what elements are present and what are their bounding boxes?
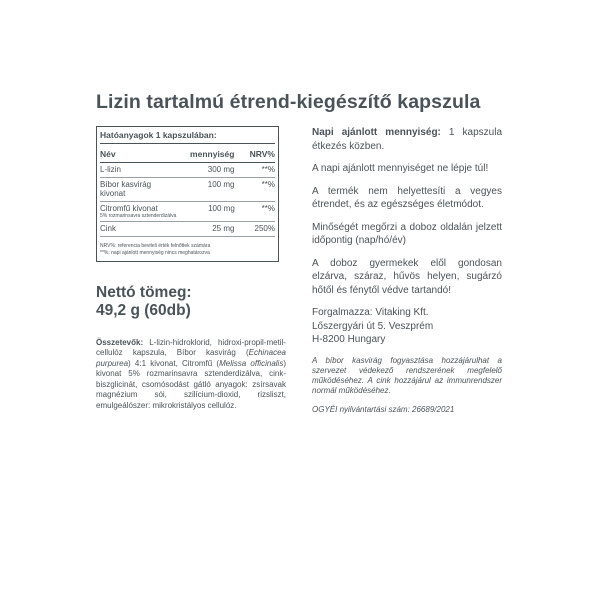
row-amount: 25 mg — [212, 224, 235, 233]
left-column — [96, 126, 286, 411]
storage-instructions: A doboz gyermekek elől gondosan elzárva, száraz, hűvös helyen, sugárzó hőtől és fénytől védve tartandó! — [312, 257, 502, 296]
net-weight-label: Nettó tömeg: — [96, 283, 192, 301]
nutrition-table — [96, 126, 279, 262]
table-row — [100, 202, 275, 223]
warning-dose: A napi ajánlott mennyiséget ne lépje túl! — [312, 163, 489, 174]
ingredients-latin2: Melissa officinalis — [219, 358, 284, 368]
product-title: Lizin tartalmú étrend-kiegészítő kapszula — [96, 91, 481, 113]
row-amount: 100 mg — [208, 203, 235, 213]
daily-dose-text: 1 kapszula étkezés közben. — [312, 127, 502, 152]
table-row — [100, 222, 275, 237]
footnote-nrv: NRV%: referencia beviteli érték felnőttek számára — [100, 242, 211, 249]
best-before: Minőségét megőrzi a doboz oldalán jelzett időpontig (nap/hó/év) — [312, 221, 502, 246]
daily-dose-label: Napi ajánlott mennyiség: — [312, 127, 441, 138]
table-title: Hatóanyagok 1 kapszulában: — [100, 129, 275, 144]
distributor-line: Lőszergyári út 5. Veszprém — [312, 320, 434, 332]
ingredients-part3: ) kivonat 5% rozmarinsavra sztenderdizálva, cink-biszglicinát, csomósodást gátló anyagok: zsírsavak magnézium sói, szilícium-dioxid, rizsliszt, emulgeálószer: mikrokristályos cellulóz. — [96, 358, 286, 410]
row-nrv: 250% — [254, 224, 275, 233]
header-name: Név — [100, 149, 116, 159]
table-footnote — [100, 237, 275, 258]
distributor — [312, 306, 502, 347]
distributor-line: H-8200 Hungary — [312, 334, 386, 345]
ingredients-part1: L-lizin-hidroklorid, hidroxi-propil-metil-cellulóz kapszula, Bíbor kasvirág ( — [96, 337, 286, 357]
ingredients-label: Összetevők: — [96, 337, 144, 347]
ingredients-latin1: Echinacea purpurea — [96, 348, 286, 368]
ingredients — [96, 338, 286, 412]
header-nrv: NRV% — [249, 149, 275, 159]
row-name: L-lizin — [100, 165, 121, 174]
table-header — [100, 144, 275, 163]
footnote-stars: **%: napi ajánlott mennyiség nincs meghatározva — [100, 249, 210, 256]
row-name: Bíbor kasvirág kivonat — [100, 179, 152, 198]
right-column — [312, 126, 502, 424]
row-nrv: **% — [261, 203, 275, 213]
row-name — [100, 203, 177, 220]
row-amount: 300 mg — [207, 165, 235, 174]
row-name: Cink — [100, 224, 117, 233]
row-name-sub: 5% rozmarinsavra sztenderdizálva — [100, 213, 177, 219]
table-row — [100, 163, 275, 178]
registration-number: OGYÉI nyilvántartási szám: 26689/2021 — [312, 404, 455, 414]
row-name-main: Citromfű kivonat — [100, 203, 158, 213]
row-nrv: **% — [261, 165, 275, 174]
row-nrv: **% — [261, 179, 275, 189]
warning-diet: A termék nem helyettesíti a vegyes étrendet, és az egészséges életmódot. — [312, 185, 502, 210]
daily-dose — [312, 126, 502, 153]
row-amount: 100 mg — [207, 179, 235, 189]
header-amount: mennyiség — [190, 149, 235, 159]
net-weight — [96, 284, 286, 320]
table-row — [100, 178, 275, 202]
net-weight-value: 49,2 g (60db) — [96, 301, 191, 319]
ingredients-part2: ) 4:1 kivonat, Citromfű ( — [128, 358, 220, 368]
health-claim: A bíbor kasvirág fogyasztása hozzájárulhat a szervezet védekező rendszerének megfelelő működéséhez. A cink hozzájárul az immunrendszer normál működéséhez. — [312, 355, 502, 395]
distributor-line: Forgalmazza: Vitaking Kft. — [312, 307, 429, 318]
